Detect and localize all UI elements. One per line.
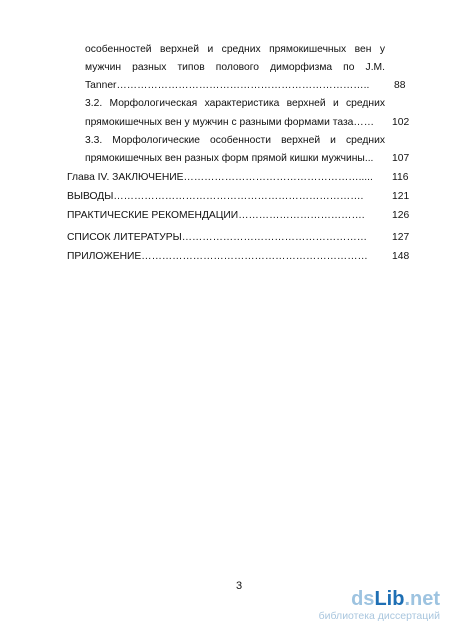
watermark [319, 589, 440, 622]
toc-line: Tanner……………………………………………………………….. [85, 80, 370, 91]
toc-page-number: 107 [392, 153, 410, 164]
toc-page-number: 88 [394, 80, 406, 91]
page-number: 3 [236, 580, 243, 592]
watermark-logo-lib: Lib [374, 588, 405, 610]
toc-line: мужчин разных типов полового диморфизма по J.M. [85, 62, 385, 73]
toc-line: Глава IV. ЗАКЛЮЧЕНИЕ……………………………………………..... [67, 172, 373, 183]
toc-line: ВЫВОДЫ………………………………………………………………. [67, 191, 364, 202]
toc-line: 3.2. Морфологическая характеристика верхней и средних [85, 98, 385, 109]
watermark-logo-ds: ds [351, 588, 375, 610]
toc-line: СПИСОК ЛИТЕРАТУРЫ……………………………………………… [67, 232, 368, 243]
toc-page-number: 148 [392, 251, 410, 262]
toc-line: прямокишечных вен у мужчин с разными формами таза…… [85, 117, 374, 128]
toc-line: прямокишечных вен разных форм прямой кишки мужчины... [85, 153, 374, 164]
toc-page-number: 121 [392, 191, 410, 202]
watermark-subtitle: библиотека диссертаций [318, 610, 440, 622]
toc-page-number: 102 [392, 117, 410, 128]
watermark-logo [319, 589, 440, 609]
toc-page-number: 116 [392, 172, 409, 183]
toc-line: ПРИЛОЖЕНИЕ………………………………………………………… [67, 251, 368, 262]
toc-page-number: 127 [392, 232, 410, 243]
watermark-logo-net: .net [404, 588, 440, 610]
toc-line: 3.3. Морфологические особенности верхней и средних [85, 135, 385, 146]
toc-page-number: 126 [392, 210, 410, 221]
toc-line: ПРАКТИЧЕСКИЕ РЕКОМЕНДАЦИИ………………………………. [67, 210, 365, 221]
toc-line: особенностей верхней и средних прямокишечных вен у [85, 44, 385, 55]
